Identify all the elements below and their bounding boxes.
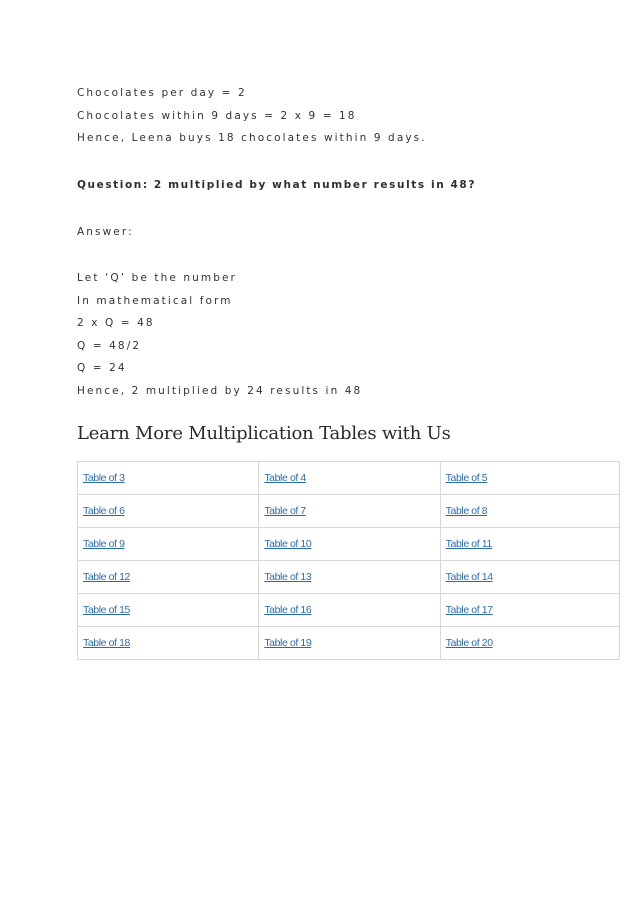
table-link[interactable]: Table of 6 [83, 505, 125, 517]
table-cell [78, 594, 259, 627]
table-cell [78, 495, 259, 528]
table-link[interactable]: Table of 16 [264, 604, 312, 616]
table-link[interactable]: Table of 4 [264, 472, 306, 484]
table-cell [440, 627, 619, 660]
table-cell [259, 594, 440, 627]
solution-line: Let ‘Q’ be the number [77, 272, 237, 284]
table-link[interactable]: Table of 20 [445, 637, 493, 649]
answer-label: Answer: [77, 226, 134, 238]
text-line-hence-leena: Hence, Leena buys 18 chocolates within 9 days. [77, 132, 427, 144]
table-link[interactable]: Table of 15 [83, 604, 130, 616]
table-link[interactable]: Table of 18 [83, 637, 130, 649]
table-row [78, 528, 620, 561]
table-link[interactable]: Table of 17 [445, 604, 493, 616]
table-cell [78, 528, 259, 561]
table-link[interactable]: Table of 10 [264, 538, 312, 550]
solution-line: Hence, 2 multiplied by 24 results in 48 [77, 385, 363, 397]
table-link[interactable]: Table of 9 [83, 538, 125, 550]
table-link[interactable]: Table of 19 [264, 637, 312, 649]
section-heading: Learn More Multiplication Tables with Us [77, 423, 451, 444]
table-cell [259, 462, 440, 495]
table-row [78, 495, 620, 528]
table-cell [440, 594, 619, 627]
table-cell [259, 495, 440, 528]
table-cell [78, 561, 259, 594]
table-link[interactable]: Table of 7 [264, 505, 306, 517]
table-link[interactable]: Table of 12 [83, 571, 130, 583]
table-link[interactable]: Table of 3 [83, 472, 125, 484]
table-cell [259, 528, 440, 561]
table-row [78, 594, 620, 627]
solution-line: In mathematical form [77, 295, 233, 307]
table-cell [440, 561, 619, 594]
table-cell [78, 462, 259, 495]
table-cell [78, 627, 259, 660]
text-line-chocolates-per-day: Chocolates per day = 2 [77, 87, 247, 99]
solution-line: 2 x Q = 48 [77, 317, 155, 329]
solution-line: Q = 24 [77, 362, 127, 374]
table-cell [440, 462, 619, 495]
table-cell [259, 561, 440, 594]
table-cell [440, 495, 619, 528]
table-row [78, 462, 620, 495]
table-link[interactable]: Table of 11 [445, 538, 492, 550]
solution-line: Q = 48/2 [77, 340, 142, 352]
multiplication-tables-grid [77, 461, 620, 660]
table-link[interactable]: Table of 13 [264, 571, 312, 583]
table-row [78, 561, 620, 594]
table-link[interactable]: Table of 8 [445, 505, 488, 517]
question-text: Question: 2 multiplied by what number results in 48? [77, 179, 477, 191]
table-link[interactable]: Table of 14 [445, 571, 493, 583]
table-cell [259, 627, 440, 660]
text-line-chocolates-within-days: Chocolates within 9 days = 2 x 9 = 18 [77, 110, 357, 122]
table-cell [440, 528, 619, 561]
table-link[interactable]: Table of 5 [445, 472, 488, 484]
table-row [78, 627, 620, 660]
